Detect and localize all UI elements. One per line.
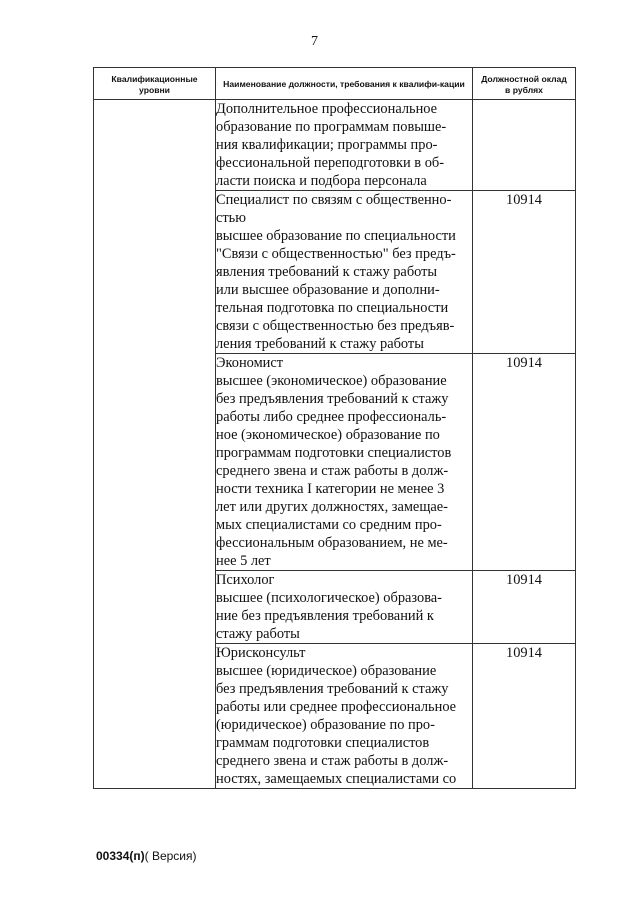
position-description-cell bbox=[216, 354, 473, 571]
description-line: "Связи с общественностью" без предъ- bbox=[216, 246, 456, 262]
description-line: среднего звена и стаж работы в долж- bbox=[216, 753, 449, 769]
description-line: высшее (психологическое) образова- bbox=[216, 590, 442, 606]
description-line: граммам подготовки специалистов bbox=[216, 735, 430, 751]
description-line: или высшее образование и дополни- bbox=[216, 282, 440, 298]
description-line: высшее (юридическое) образование bbox=[216, 663, 437, 679]
description-line: Психолог bbox=[216, 572, 275, 588]
description-line: связи с общественностью без предъяв- bbox=[216, 318, 455, 334]
description-line: ласти поиска и подбора персонала bbox=[216, 173, 427, 189]
description-line: стажу работы bbox=[216, 626, 300, 642]
page-number: 7 bbox=[311, 34, 318, 49]
table-header-row bbox=[94, 68, 576, 100]
salary-cell bbox=[473, 100, 576, 191]
salary-cell: 10914 bbox=[473, 191, 576, 354]
description-line: ное (экономическое) образование по bbox=[216, 427, 440, 443]
description-line: ления требований к стажу работы bbox=[216, 336, 424, 352]
description-line: без предъявления требований к стажу bbox=[216, 681, 449, 697]
description-line: среднего звена и стаж работы в долж- bbox=[216, 463, 449, 479]
document-code: 00334(п) bbox=[96, 849, 145, 863]
document-footer bbox=[96, 849, 197, 863]
salary-cell: 10914 bbox=[473, 354, 576, 571]
description-line: высшее образование по специальности bbox=[216, 228, 456, 244]
description-line: тельная подготовка по специальности bbox=[216, 300, 449, 316]
description-line: ности техника I категории не менее 3 bbox=[216, 481, 445, 497]
description-line: фессиональным образованием, не ме- bbox=[216, 535, 448, 551]
salary-cell: 10914 bbox=[473, 644, 576, 789]
description-line: (юридическое) образование по про- bbox=[216, 717, 435, 733]
position-description-cell bbox=[216, 571, 473, 644]
description-line: ностях, замещаемых специалистами со bbox=[216, 771, 457, 787]
description-line: работы или среднее профессиональное bbox=[216, 699, 457, 715]
description-line: Экономист bbox=[216, 355, 284, 371]
position-description-cell bbox=[216, 191, 473, 354]
description-line: ние без предъявления требований к bbox=[216, 608, 434, 624]
qualification-table bbox=[93, 67, 576, 789]
description-line: без предъявления требований к стажу bbox=[216, 391, 449, 407]
description-line: программам подготовки специалистов bbox=[216, 445, 452, 461]
table-row bbox=[94, 100, 576, 191]
qualification-level-cell bbox=[94, 100, 216, 789]
document-version: ( Версия) bbox=[144, 849, 197, 863]
position-description-cell bbox=[216, 100, 473, 191]
description-line: работы либо среднее профессиональ- bbox=[216, 409, 447, 425]
position-description-cell bbox=[216, 644, 473, 789]
description-line: Дополнительное профессиональное bbox=[216, 101, 438, 117]
description-line: стью bbox=[216, 210, 246, 226]
description-line: высшее (экономическое) образование bbox=[216, 373, 447, 389]
salary-cell: 10914 bbox=[473, 571, 576, 644]
description-line: нее 5 лет bbox=[216, 553, 271, 569]
description-line: Юрисконсульт bbox=[216, 645, 306, 661]
description-line: фессиональной переподготовки в об- bbox=[216, 155, 445, 171]
header-salary: Должностной оклад в рублях bbox=[473, 68, 576, 100]
description-line: лет или других должностях, замещае- bbox=[216, 499, 448, 515]
header-qualification-levels: Квалификационные уровни bbox=[94, 68, 216, 100]
description-line: Специалист по связям с общественно- bbox=[216, 192, 452, 208]
table-body bbox=[94, 100, 576, 789]
description-line: образование по программам повыше- bbox=[216, 119, 447, 135]
header-position-requirements: Наименование должности, требования к квалифи-кации bbox=[216, 68, 473, 100]
description-line: явления требований к стажу работы bbox=[216, 264, 438, 280]
description-line: мых специалистами со средним про- bbox=[216, 517, 442, 533]
description-line: ния квалификации; программы про- bbox=[216, 137, 438, 153]
